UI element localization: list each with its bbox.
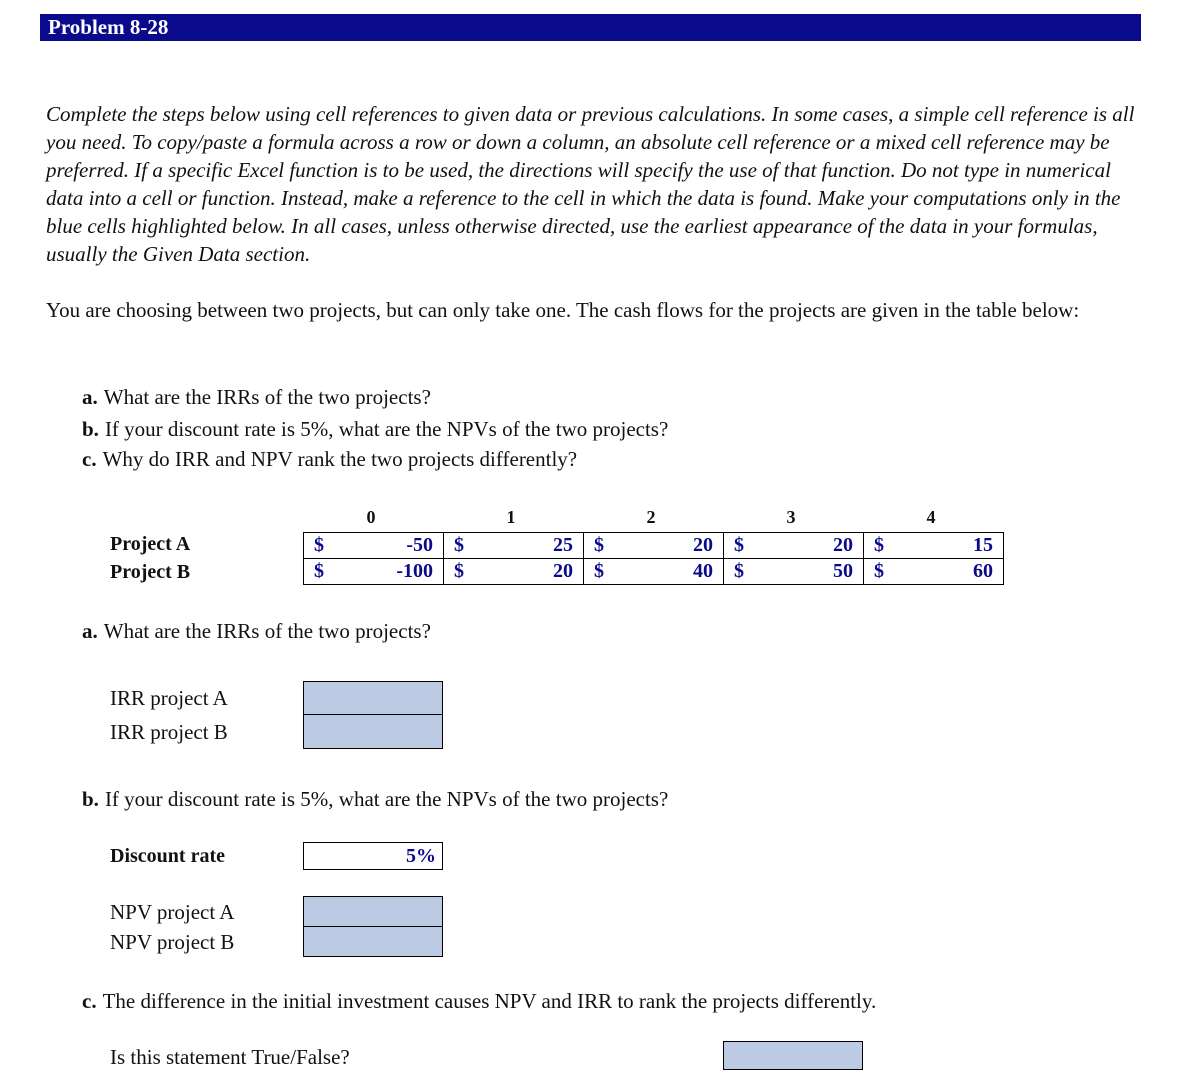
period-2: 2 (646, 507, 656, 527)
project-a-label: Project A (110, 533, 191, 555)
period-4: 4 (926, 507, 936, 527)
period-3: 3 (786, 507, 796, 527)
cashflow-table (303, 532, 1004, 585)
currency-cell[interactable]: $ (864, 533, 898, 559)
irr-project-b-input[interactable] (303, 714, 443, 749)
table-row-project-a (304, 533, 1004, 559)
discount-rate-label: Discount rate (110, 845, 225, 867)
cashflow-cell[interactable]: 50 (758, 559, 864, 585)
currency-cell[interactable]: $ (584, 533, 618, 559)
irr-project-a-input[interactable] (303, 681, 443, 715)
table-row-project-b (304, 559, 1004, 585)
instructions-text: Complete the steps below using cell references to given data or previous calculations. In some cases, a simple cell reference is all you need. To copy/paste a formula across a row or down a column, an absolute cell reference or a mixed cell reference may be preferred. If a specific Excel function is to be used, the directions will specify the use of that function. Do not type in numerical data into a cell or function. Instead, make a reference to the cell in which the data is found. Make your computations only in the blue cells highlighted below. In all cases, unless otherwise directed, use the earliest appearance of the data in your formulas, usually the Given Data section. (46, 102, 1135, 266)
npv-project-b-label: NPV project B (110, 930, 235, 954)
question-b: b. If your discount rate is 5%, what are the NPVs of the two projects? (82, 417, 669, 441)
currency-cell[interactable]: $ (864, 559, 898, 585)
npv-project-a-label: NPV project A (110, 900, 235, 924)
npv-project-a-input[interactable] (303, 896, 443, 927)
currency-cell[interactable]: $ (724, 533, 758, 559)
question-c: c. Why do IRR and NPV rank the two projects differently? (82, 447, 578, 471)
currency-cell[interactable]: $ (444, 559, 478, 585)
true-false-input[interactable] (723, 1041, 863, 1070)
currency-cell[interactable]: $ (304, 533, 338, 559)
currency-cell[interactable]: $ (584, 559, 618, 585)
irr-project-a-label: IRR project A (110, 686, 228, 710)
cashflow-cell[interactable]: 15 (898, 533, 1004, 559)
cashflow-cell[interactable]: -100 (338, 559, 444, 585)
cashflow-cell[interactable]: -50 (338, 533, 444, 559)
intro-text: You are choosing between two projects, but can only take one. The cash flows for the projects are given in the table below: (46, 298, 1080, 322)
part-a-heading: a. What are the IRRs of the two projects? (82, 619, 431, 643)
part-b-heading: b. If your discount rate is 5%, what are the NPVs of the two projects? (82, 787, 669, 811)
question-a: a. What are the IRRs of the two projects? (82, 385, 431, 409)
cashflow-cell[interactable]: 20 (758, 533, 864, 559)
period-1: 1 (506, 507, 516, 527)
npv-project-b-input[interactable] (303, 926, 443, 957)
title-bar (40, 14, 1141, 41)
cashflow-cell[interactable]: 60 (898, 559, 1004, 585)
cashflow-cell[interactable]: 25 (478, 533, 584, 559)
irr-project-b-label: IRR project B (110, 720, 228, 744)
page-title: Problem 8-28 (48, 15, 169, 39)
part-c-heading: c. The difference in the initial investment causes NPV and IRR to rank the projects differently. (82, 989, 877, 1013)
cashflow-cell[interactable]: 20 (478, 559, 584, 585)
true-false-label: Is this statement True/False? (110, 1045, 350, 1069)
discount-rate-cell[interactable]: 5% (303, 842, 443, 870)
cashflow-cell[interactable]: 20 (618, 533, 724, 559)
period-0: 0 (366, 507, 376, 527)
currency-cell[interactable]: $ (304, 559, 338, 585)
cashflow-cell[interactable]: 40 (618, 559, 724, 585)
currency-cell[interactable]: $ (444, 533, 478, 559)
currency-cell[interactable]: $ (724, 559, 758, 585)
project-b-label: Project B (110, 561, 191, 583)
